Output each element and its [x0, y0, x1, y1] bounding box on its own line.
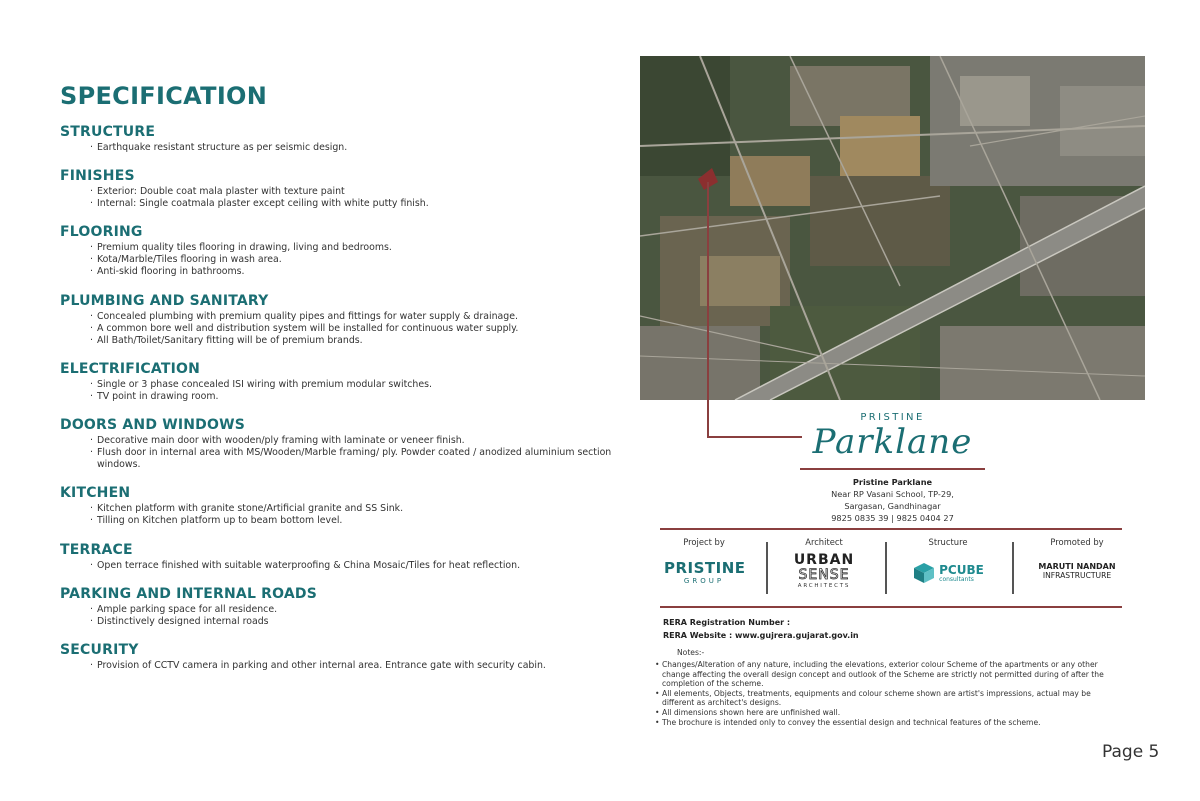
spec-item: · All Bath/Toilet/Sanitary fitting will be of premium brands. [90, 335, 620, 347]
spec-section [60, 124, 620, 154]
spec-item: · Kitchen platform with granite stone/Artificial granite and SS Sink. [90, 503, 620, 515]
project-name: Pristine Parklane [852, 477, 933, 487]
pcube-logo [903, 561, 993, 585]
satellite-map-image [640, 56, 1145, 400]
note-item: • The brochure is intended only to convey the essential design and technical features of the scheme. [655, 718, 1125, 728]
spec-item: · Distinctively designed internal roads [90, 616, 620, 628]
credit-project-by [664, 537, 744, 585]
site-pointer-line [707, 182, 709, 438]
spec-item: · Flush door in internal area with MS/Wooden/Marble framing/ ply. Powder coated / anodized aluminium section windows. [90, 447, 620, 471]
spec-item: · Premium quality tiles flooring in drawing, living and bedrooms. [90, 242, 620, 254]
spec-item: · Ample parking space for all residence. [90, 604, 620, 616]
pristine-group-logo-sub: GROUP [683, 577, 725, 585]
note-item: • All elements, Objects, treatments, equipments and colour scheme shown are artist's impressions, actual may be different as architect's designs. [655, 689, 1125, 708]
pristine-group-logo: PRISTINE [664, 559, 746, 577]
credit-promoted-by [1030, 537, 1124, 580]
spec-section [60, 168, 620, 210]
urban-sense-logo-sub: ARCHITECTS [797, 583, 851, 589]
spec-heading: PARKING AND INTERNAL ROADS [60, 585, 317, 602]
address-line: Near RP Vasani School, TP-29, [831, 489, 954, 499]
notes-heading: Notes:- [677, 648, 705, 657]
cube-icon [912, 561, 936, 585]
notes-list [655, 660, 1125, 727]
credit-separator [1012, 542, 1014, 594]
spec-section [60, 642, 620, 672]
phone-numbers: 9825 0835 39 | 9825 0404 27 [831, 513, 954, 523]
spec-item: · Internal: Single coatmala plaster except ceiling with white putty finish. [90, 198, 620, 210]
spec-heading: TERRACE [60, 541, 133, 558]
page-number: Page 5 [1102, 742, 1160, 762]
divider [800, 468, 985, 470]
spec-heading: KITCHEN [60, 485, 131, 502]
credit-structure [903, 537, 993, 585]
spec-section [60, 542, 620, 572]
spec-section [60, 417, 620, 471]
site-pointer-line [707, 436, 802, 438]
spec-item: · Anti-skid flooring in bathrooms. [90, 266, 620, 278]
credit-label: Architect [805, 537, 843, 547]
spec-heading: FINISHES [60, 168, 135, 185]
spec-item: · Open terrace finished with suitable waterproofing & China Mosaic/Tiles for heat reflection. [90, 560, 620, 572]
brand-small-text: PRISTINE [860, 412, 925, 423]
spec-heading: PLUMBING AND SANITARY [60, 292, 269, 309]
spec-section [60, 586, 620, 628]
maruti-nandan-logo-sub: INFRASTRUCTURE [1042, 571, 1112, 580]
credit-label: Promoted by [1050, 537, 1104, 547]
spec-section [60, 361, 620, 403]
spec-item: · Single or 3 phase concealed ISI wiring with premium modular switches. [90, 379, 620, 391]
note-item: • Changes/Alteration of any nature, including the elevations, exterior colour Scheme of the apartments or any other change affecting the overall design concept and outlook of the Scheme are strictly not permitted during of after the completion of the scheme. [655, 660, 1125, 689]
specification-list [60, 124, 620, 686]
credit-label: Project by [683, 537, 725, 547]
spec-heading: SECURITY [60, 641, 139, 658]
spec-heading: ELECTRIFICATION [60, 360, 201, 377]
credit-separator [766, 542, 768, 594]
credit-label: Structure [928, 537, 968, 547]
divider [660, 528, 1122, 530]
spec-item: · TV point in drawing room. [90, 391, 620, 403]
spec-item: · Concealed plumbing with premium quality pipes and fittings for water supply & drainage. [90, 311, 620, 323]
satellite-map [640, 56, 1145, 400]
spec-item: · Exterior: Double coat mala plaster with texture paint [90, 186, 620, 198]
rera-website: RERA Website : www.gujrera.gujarat.gov.in [663, 631, 859, 640]
credit-architect [782, 537, 866, 589]
page-title: SPECIFICATION [60, 82, 268, 110]
maruti-nandan-logo: MARUTI NANDAN [1038, 562, 1116, 571]
brand-logo-script: Parklane [812, 422, 973, 462]
spec-item: · Tilling on Kitchen platform up to beam bottom level. [90, 515, 620, 527]
spec-heading: STRUCTURE [60, 124, 156, 140]
spec-heading: DOORS AND WINDOWS [60, 417, 246, 434]
note-item: • All dimensions shown here are unfinished wall. [655, 708, 1125, 718]
project-address [800, 476, 985, 524]
pcube-logo-sub: consultants [939, 575, 974, 583]
spec-section [60, 485, 620, 527]
credit-separator [885, 542, 887, 594]
spec-section [60, 293, 620, 347]
spec-item: · Kota/Marble/Tiles flooring in wash area. [90, 254, 620, 266]
divider [660, 606, 1122, 608]
spec-item: · Decorative main door with wooden/ply framing with laminate or veneer finish. [90, 435, 620, 447]
spec-item: · Earthquake resistant structure as per seismic design. [90, 142, 620, 154]
spec-item: · Provision of CCTV camera in parking and other internal area. Entrance gate with security cabin. [90, 660, 620, 672]
rera-registration: RERA Registration Number : [663, 618, 791, 627]
spec-item: · A common bore well and distribution system will be installed for continuous water supply. [90, 323, 620, 335]
spec-heading: FLOORING [60, 224, 143, 241]
address-line: Sargasan, Gandhinagar [844, 501, 941, 511]
rera-info [663, 616, 859, 642]
urban-sense-logo: URBAN [793, 552, 855, 568]
pcube-logo-text: PCUBE [939, 562, 984, 577]
spec-section [60, 224, 620, 278]
urban-sense-logo-second: SENSE [798, 567, 850, 583]
